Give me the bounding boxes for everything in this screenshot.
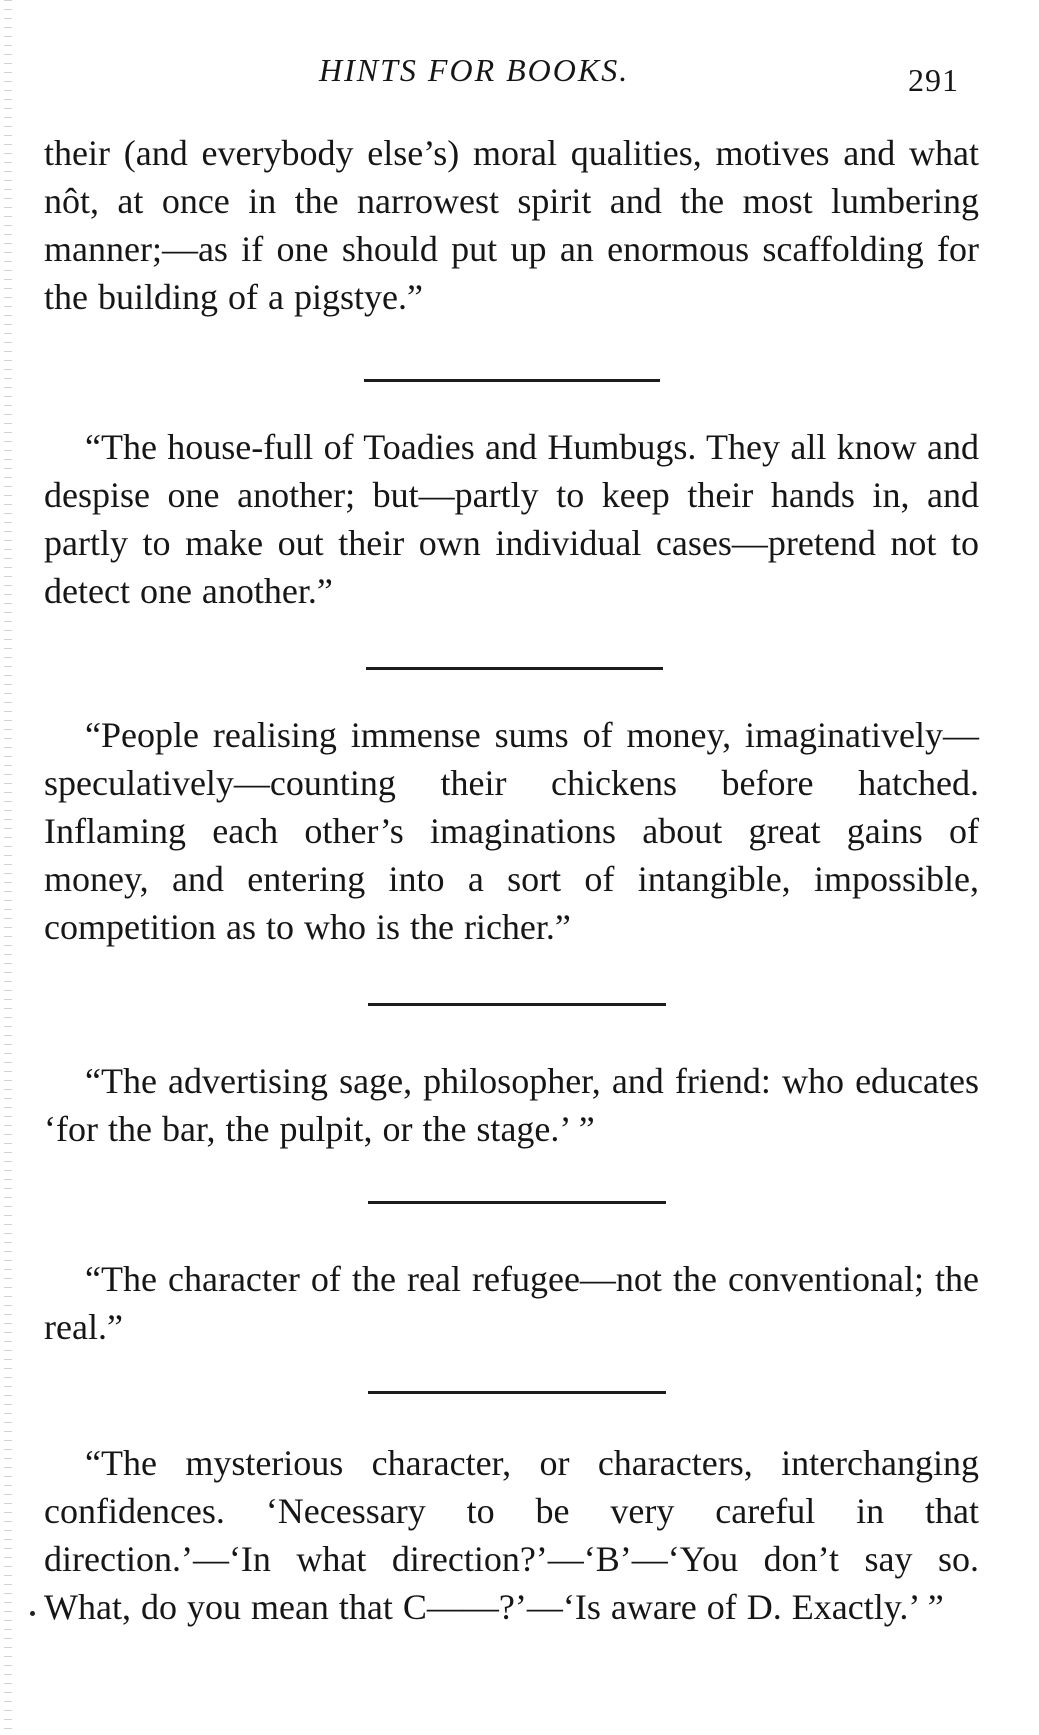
section-divider [368,1391,666,1394]
paragraph-continuation: their (and everybody else’s) moral qualities, motives and what nôt, at once in the narrowest spirit and the most lumbering manner;—as if one should put up an enormous scaffolding for the building of a pigstye.” [44,133,979,317]
running-head [0,52,1039,98]
section-divider [364,379,660,382]
paragraph-advertising-sage: “The advertising sage, philosopher, and friend: who educates ‘for the bar, the pulpit, or the stage.’ ” [44,1061,979,1149]
scan-speck [30,1611,35,1616]
paragraph-mysterious-character: “The mysterious character, or characters, interchanging confidences. ‘Necessary to be very careful in that direction.’—‘In what direction?’—‘B’—‘You don’t say so. What, do you mean that C——?’—‘Is aware of D. Exactly.’ ” [44,1443,979,1627]
section-divider [368,1201,666,1204]
paragraph-people-realising: “People realising immense sums of money, imaginatively—speculatively—counting their chickens before hatched. Inflaming each other’s imaginations about great gains of money, and entering into a sort of intangible, impossible, competition as to who is the richer.” [44,715,979,947]
paragraph-toadies-humbugs: “The house-full of Toadies and Humbugs. They all know and despise one another; but—partly to keep their hands in, and partly to make out their own individual cases—pretend not to detect one another.” [44,427,979,611]
scan-margin-marks [4,0,12,1735]
page-number: 291 [908,62,959,98]
running-head-title: HINTS FOR BOOKS. [319,52,630,88]
paragraph-real-refugee: “The character of the real refugee—not the conventional; the real.” [44,1259,979,1347]
section-divider [366,667,663,670]
section-divider [368,1003,666,1006]
